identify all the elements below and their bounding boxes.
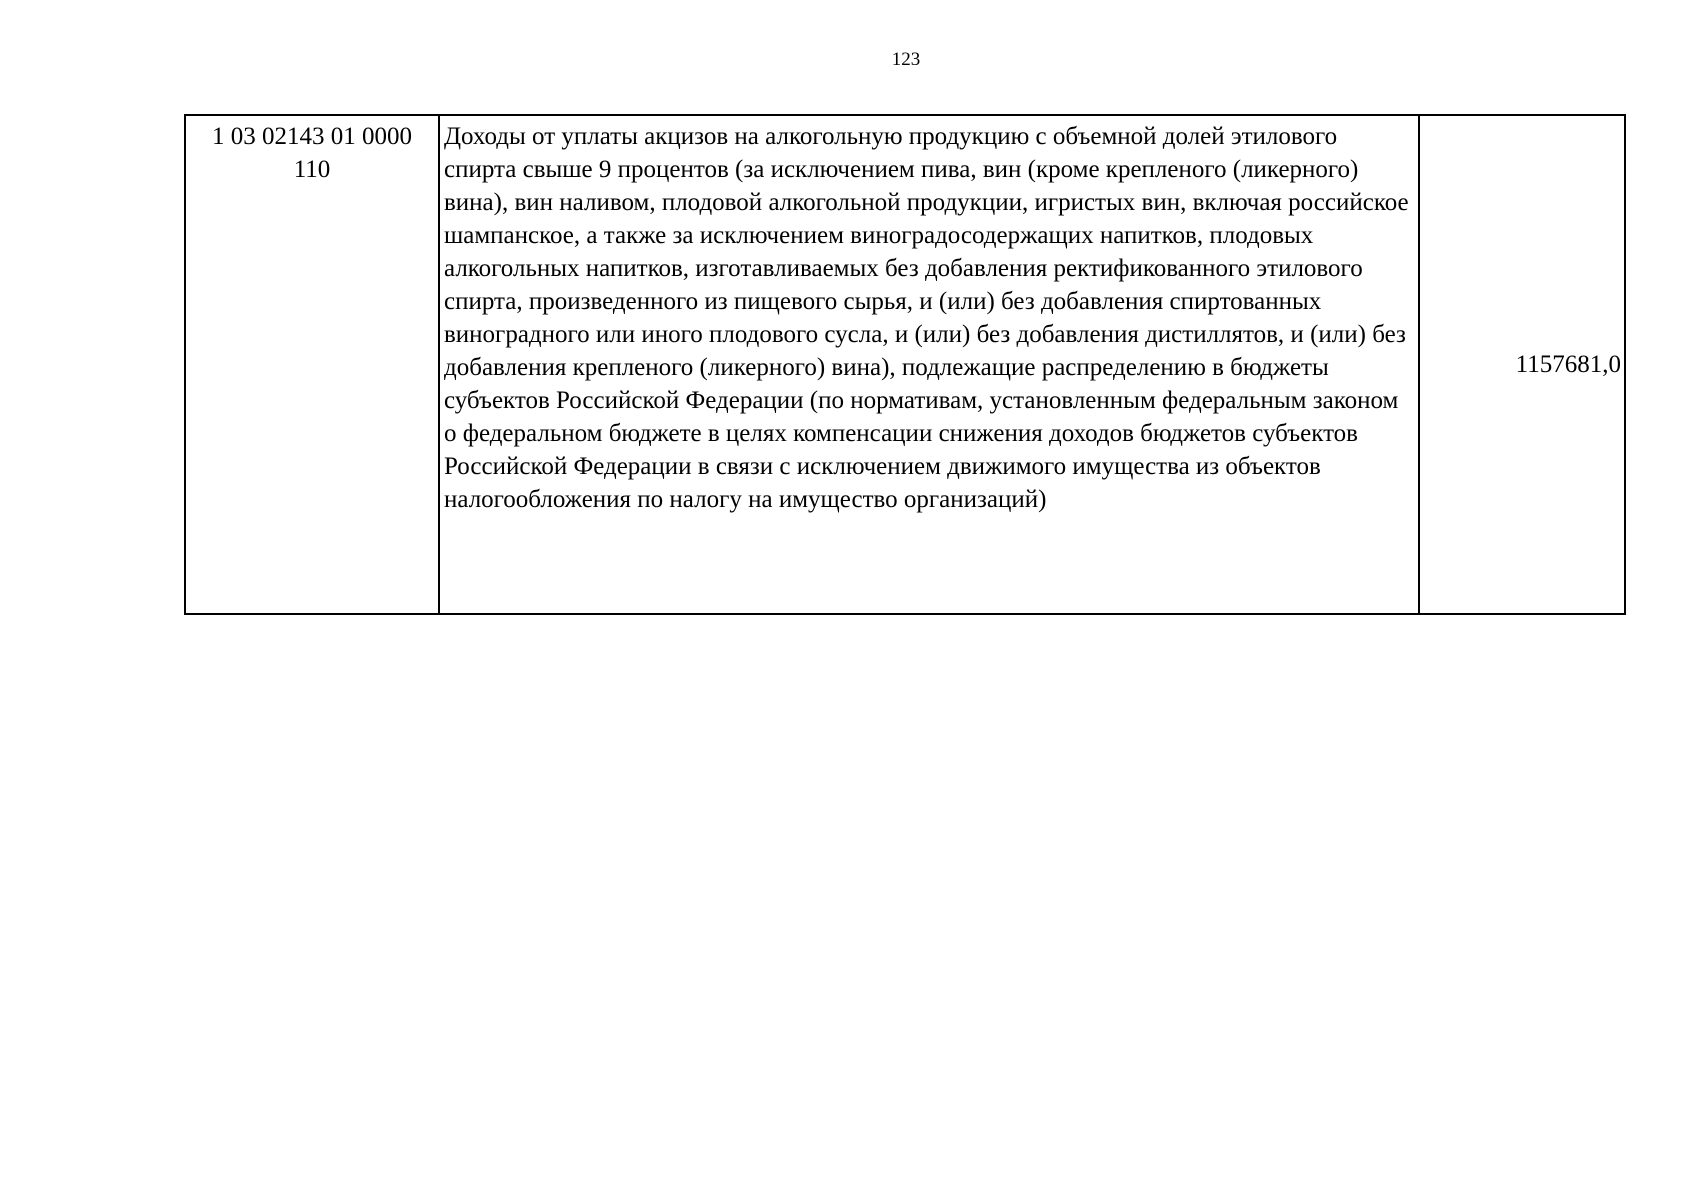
budget-classification-code: 1 03 02143 01 0000 110	[185, 115, 439, 614]
income-amount: 1157681,0	[1419, 115, 1625, 614]
table-row	[185, 115, 1625, 614]
page-number: 123	[891, 49, 921, 70]
income-description: Доходы от уплаты акцизов на алкогольную продукцию с объемной долей этилового спирта свыше 9 процентов (за исключением пива, вин (кроме крепленого (ликерного) вина), вин наливом, плодовой алкогольной продукции, игристых вин, включая российское шампанское, а также за исключением виноградосодержащих напитков, плодовых алкогольных напитков, изготавливаемых без добавления ректификованного этилового спирта, произведенного из пищевого сырья, и (или) без добавления спиртованных виноградного или иного плодового сусла, и (или) без добавления дистиллятов, и (или) без добавления крепленого (ликерного) вина), подлежащие распределению в бюджеты субъектов Российской Федерации (по нормативам, установленным федеральным законом о федеральном бюджете в целях компенсации снижения доходов бюджетов субъектов Российской Федерации в связи с исключением движимого имущества из объектов налогообложения по налогу на имущество организаций)	[439, 115, 1419, 614]
budget-income-table	[184, 114, 1626, 615]
